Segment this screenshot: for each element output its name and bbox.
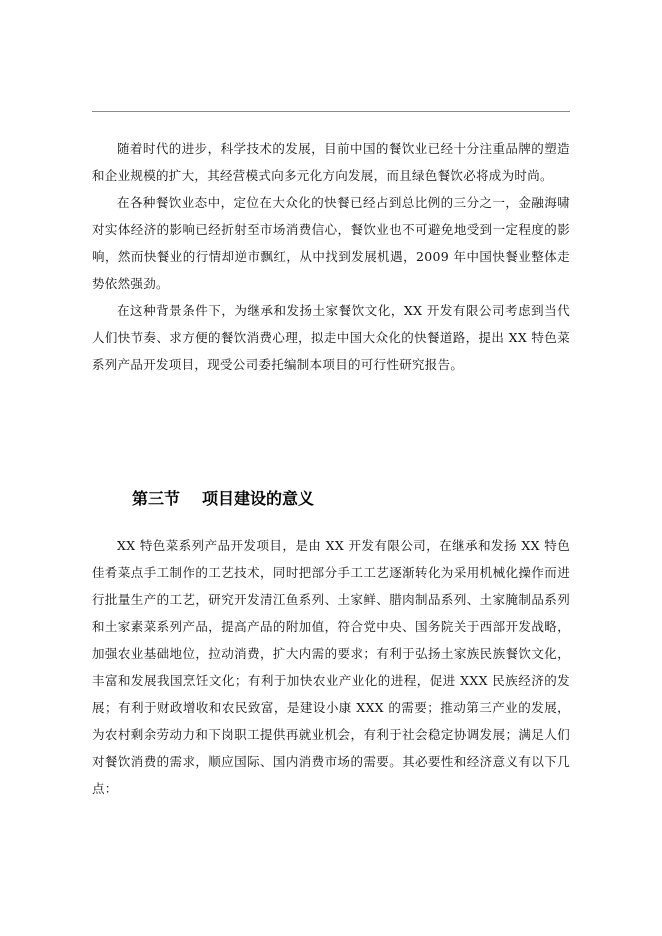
intro-paragraph-2: 在各种餐饮业态中，定位在大众化的快餐已经占到总比例的三分之一，金融海啸对实体经济的影响已经折射至市场消费信心，餐饮业也不可避免地受到一定程度的影响，然而快餐业的行情却逆市飘红，从中找到发展机遇，2009 年中国快餐业整体走势依然强劲。 (92, 195, 570, 291)
section-heading (132, 487, 314, 511)
section-number: 第三节 (132, 489, 181, 508)
section-text-block (92, 532, 570, 802)
section-title: 项目建设的意义 (202, 489, 315, 508)
intro-paragraph-3: 在这种背景条件下，为继承和发扬土家餐饮文化，XX 开发有限公司考虑到当代人们快节奏、求方便的餐饮消费心理，拟走中国大众化的快餐道路，提出 XX 特色菜系列产品开发项目，现受公司委托编制本项目的可行性研究报告。 (92, 303, 570, 372)
intro-text-block (92, 135, 570, 378)
header-divider (92, 111, 570, 112)
intro-paragraph-1: 随着时代的进步，科学技术的发展，目前中国的餐饮业已经十分注重品牌的塑造和企业规模的扩大，其经营模式向多元化方向发展，而且绿色餐饮必将成为时尚。 (92, 141, 570, 183)
section-paragraph-1: XX 特色菜系列产品开发项目，是由 XX 开发有限公司，在继承和发扬 XX 特色佳肴菜点手工制作的工艺技术，同时把部分手工工艺逐渐转化为采用机械化操作而进行批量生产的工艺，研究开发清江鱼系列、土家鲜、腊肉制品系列、土家腌制品系列和土家素菜系列产品，提高产品的附加值，符合党中央、国务院关于西部开发战略，加强农业基础地位，拉动消费，扩大内需的要求；有利于弘扬土家族民族餐饮文化，丰富和发展我国烹饪文化；有利于加快农业产业化的进程，促进 XXX 民族经济的发展；有利于财政增收和农民致富，是建设小康 XXX 的需要；推动第三产业的发展，为农村剩余劳动力和下岗职工提供再就业机会，有利于社会稳定协调发展；满足人们对餐饮消费的需求，顺应国际、国内消费市场的需要。其必要性和经济意义有以下几点： (92, 538, 570, 796)
